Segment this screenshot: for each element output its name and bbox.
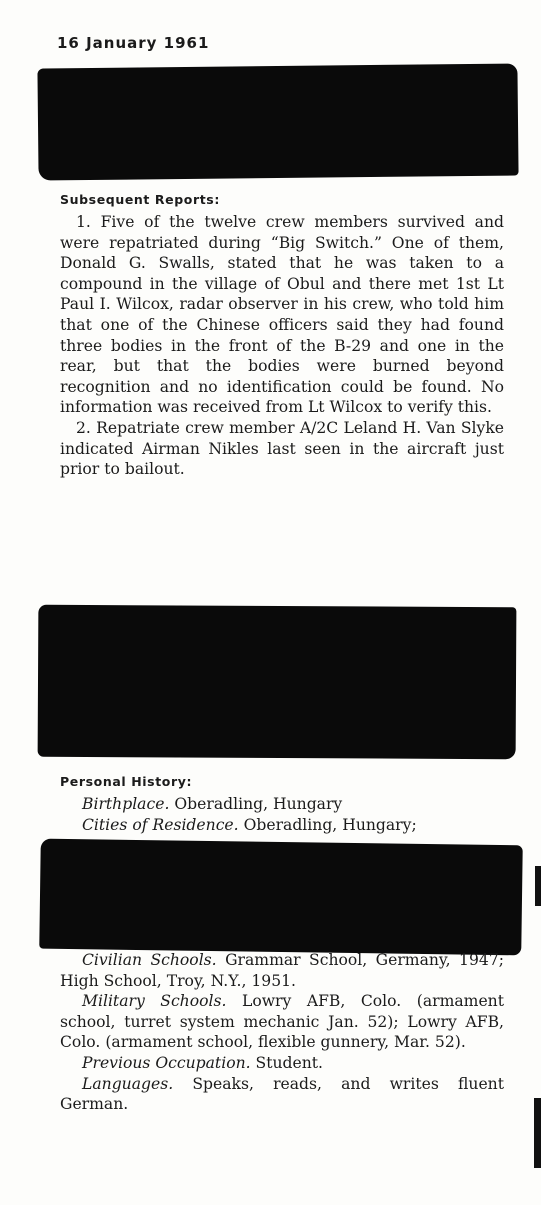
report-paragraph-2: 2. Repatriate crew member A/2C Leland H. Van Slyke indicated Airman Nikles last seen in the aircraft just prior to bailout. xyxy=(60,418,504,479)
redaction-bar-top xyxy=(37,63,518,180)
civilian-schools-line xyxy=(60,950,504,991)
residence-value: Oberadling, Hungary; xyxy=(243,815,417,834)
subsequent-reports-body xyxy=(60,212,504,480)
occupation-value: Student. xyxy=(255,1053,324,1072)
languages-value: Speaks, reads, and writes fluent German. xyxy=(60,1074,504,1114)
personal-history-bottom xyxy=(60,950,504,1115)
birthplace-value: Oberadling, Hungary xyxy=(174,795,343,813)
birthplace-line xyxy=(60,794,504,815)
residence-line xyxy=(60,815,504,836)
occupation-label: Previous Occupation. xyxy=(82,1053,251,1072)
document-date: 16 January 1961 xyxy=(57,34,210,52)
personal-history-heading: Personal History: xyxy=(60,774,193,789)
report-paragraph-1: 1. Five of the twelve crew members survived and were repatriated during “Big Switch.” One of them, Donald G. Swalls, stated that he was taken to a compound in the village of Obul and there met 1st Lt Paul I. Wilcox, radar observer in his crew, who told him that one of the Chinese officers said they had found three bodies in the front of the B-29 and one in the rear, but that the bodies were burned beyond recognition and no identification could be found. No information was received from Lt Wilcox to verify this. xyxy=(60,213,504,417)
scan-edge-mark-1 xyxy=(535,866,541,906)
military-schools-value: Lowry AFB, Colo. (armament school, turret system mechanic Jan. 52); Lowry AFB, Colo. (armament school, flexible gunnery, Mar. 52). xyxy=(60,992,504,1052)
scan-edge-mark-2 xyxy=(534,1098,541,1168)
birthplace-label: Birthplace. xyxy=(82,795,170,813)
military-schools-label: Military Schools. xyxy=(82,992,227,1011)
redaction-bar-lower xyxy=(39,839,522,956)
languages-label: Languages. xyxy=(82,1074,174,1093)
subsequent-reports-heading: Subsequent Reports: xyxy=(60,192,220,207)
civilian-schools-label: Civilian Schools. xyxy=(82,951,217,969)
languages-line xyxy=(60,1074,504,1115)
residence-label: Cities of Residence. xyxy=(82,815,239,834)
personal-history-top xyxy=(60,794,504,835)
military-schools-line xyxy=(60,991,504,1053)
civilian-schools-value: Grammar School, Germany, 1947; High School, Troy, N.Y., 1951. xyxy=(60,951,504,990)
redaction-bar-middle xyxy=(38,605,517,760)
occupation-line xyxy=(60,1053,504,1074)
